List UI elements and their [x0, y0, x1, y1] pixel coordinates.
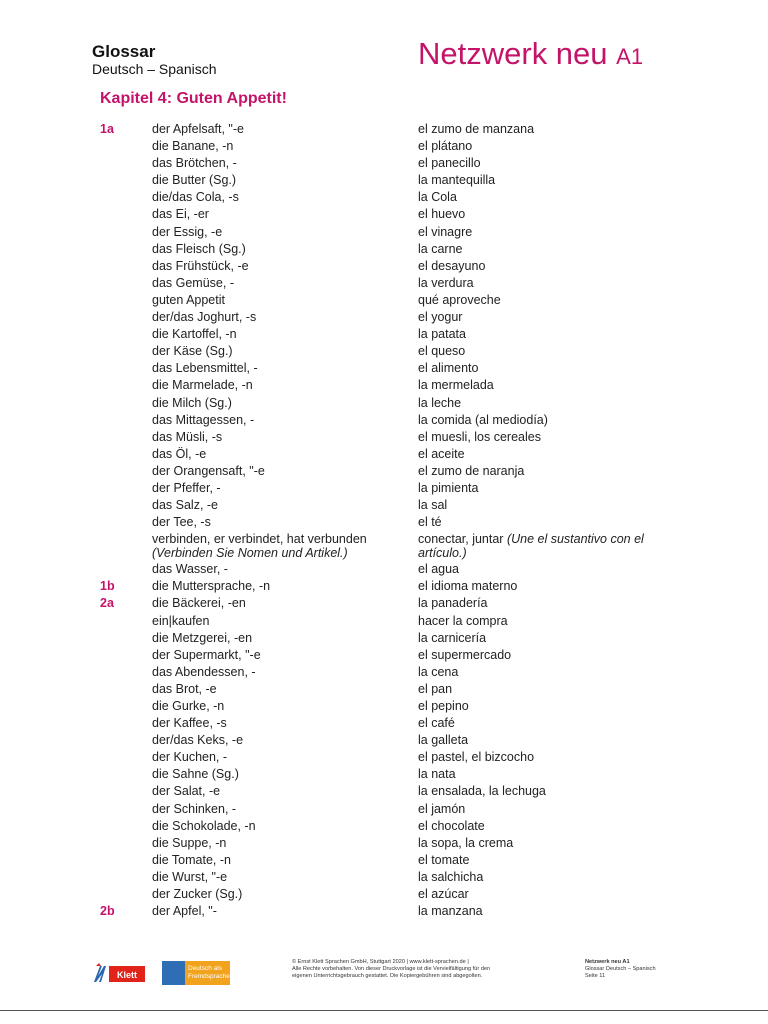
glossary-row: [0, 360, 768, 377]
german-term: der Essig, -e: [152, 224, 223, 239]
glossary-row: [0, 275, 768, 292]
german-term: der Salat, -e: [152, 784, 221, 799]
glossary-row: [0, 749, 768, 766]
german-term: die Wurst, "-e: [152, 869, 228, 884]
glossary-row: [0, 497, 768, 514]
german-term: die Bäckerei, -en: [152, 596, 246, 611]
german-term: das Frühstück, -e: [152, 258, 249, 273]
spanish-term: la mantequilla: [418, 173, 496, 188]
spanish-term: la ensalada, la lechuga: [418, 784, 546, 799]
german-term: die Suppe, -n: [152, 835, 227, 850]
german-term: das Öl, -e: [152, 446, 207, 461]
chapter-heading: Kapitel 4: Guten Appetit!: [100, 90, 287, 107]
german-term: der Apfelsaft, "-e: [152, 122, 244, 136]
glossary-row: [0, 292, 768, 309]
glossary-row: [0, 886, 768, 903]
spanish-term: la patata: [418, 327, 466, 342]
german-term: der Schinken, -: [152, 801, 237, 816]
spanish-term: [418, 533, 678, 560]
spanish-note: (Une el sustantivo con el artículo.): [418, 532, 644, 560]
glossary-row: [0, 480, 768, 497]
spanish-term: la comida (al mediodía): [418, 412, 548, 427]
spanish-term: el plátano: [418, 139, 473, 154]
german-term: das Wasser, -: [152, 562, 228, 577]
brand-title: [418, 36, 643, 72]
glossary-row: [0, 835, 768, 852]
german-term: die Kartoffel, -n: [152, 327, 237, 342]
spanish-term: la nata: [418, 767, 456, 782]
spanish-term: el muesli, los cereales: [418, 429, 541, 444]
glossary-row: [0, 224, 768, 241]
spanish-term: la verdura: [418, 275, 474, 290]
footer-page-info: [585, 959, 656, 980]
spanish-term: hacer la compra: [418, 613, 508, 628]
spanish-term: el pepino: [418, 699, 469, 713]
glossary-row: [0, 818, 768, 835]
german-term: der/das Keks, -e: [152, 733, 244, 748]
spanish-term: qué aproveche: [418, 292, 501, 307]
glossary-row: [0, 630, 768, 647]
german-term: ein|kaufen: [152, 613, 210, 628]
klett-logo-icon: [92, 962, 148, 984]
glossary-row: [0, 429, 768, 446]
copyright-line: eigenen Unterrichtsgebrauch gestattet. Die Kopiergebühren sind abgegolten.: [292, 973, 483, 979]
glossary-row: [0, 343, 768, 360]
spanish-term: la panadería: [418, 596, 488, 611]
glossary-row: [0, 395, 768, 412]
spanish-term: la galleta: [418, 733, 469, 748]
glossary-row: [0, 258, 768, 275]
glossary-row: [0, 578, 768, 595]
german-term: der Käse (Sg.): [152, 344, 233, 359]
section-number: 2a: [100, 596, 114, 611]
german-term: der Tee, -s: [152, 515, 211, 530]
glossary-row: [0, 189, 768, 206]
glossary-row: [0, 852, 768, 869]
spanish-term: el queso: [418, 344, 466, 359]
spanish-term: la sopa, la crema: [418, 835, 514, 850]
spanish-term: el aceite: [418, 446, 465, 461]
german-term: die Banane, -n: [152, 139, 234, 154]
spanish-term: el huevo: [418, 207, 466, 222]
spanish-term: la sal: [418, 498, 448, 513]
glossary-row: [0, 561, 768, 578]
section-number: 2b: [100, 904, 115, 919]
german-term: der Zucker (Sg.): [152, 887, 243, 902]
klett-logo: [92, 962, 148, 984]
glossary-row: [0, 801, 768, 818]
copyright-line: © Ernst Klett Sprachen GmbH, Stuttgart 2020 | www.klett-sprachen.de |: [292, 959, 469, 965]
german-term: die Metzgerei, -en: [152, 630, 253, 645]
section-number: 1b: [100, 579, 115, 594]
german-term: die Sahne (Sg.): [152, 767, 239, 782]
spanish-term: el yogur: [418, 310, 463, 325]
german-term: [152, 533, 367, 560]
copyright-line: Alle Rechte vorbehalten. Von dieser Druckvorlage ist die Vervielfältigung für den: [292, 966, 491, 972]
dfs-logo: [162, 961, 230, 985]
glossary-row: [0, 172, 768, 189]
german-term: das Müsli, -s: [152, 429, 223, 444]
klett-logo-text: Klett: [117, 970, 137, 980]
glossary-row: [0, 613, 768, 630]
spanish-term: la carnicería: [418, 630, 487, 645]
glossary-row: [0, 121, 768, 138]
glossary-row: [0, 647, 768, 664]
spanish-term: el zumo de manzana: [418, 122, 535, 136]
german-term: der Kuchen, -: [152, 750, 228, 765]
german-term: guten Appetit: [152, 292, 225, 307]
spanish-term: la cena: [418, 664, 459, 679]
glossary-row: [0, 595, 768, 612]
glossary-row: [0, 766, 768, 783]
german-term: das Ei, -er: [152, 207, 209, 222]
glossary-row: [0, 531, 768, 561]
german-term: der/das Joghurt, -s: [152, 310, 257, 325]
spanish-term: el tomate: [418, 852, 470, 867]
spanish-term: la leche: [418, 395, 462, 410]
german-term: das Fleisch (Sg.): [152, 241, 246, 256]
german-term-text: verbinden, er verbindet, hat verbunden: [152, 532, 367, 547]
glossary-row: [0, 903, 768, 920]
spanish-term: el chocolate: [418, 818, 485, 833]
german-term: das Gemüse, -: [152, 275, 234, 290]
german-term: die Muttersprache, -n: [152, 579, 271, 594]
glossary-row: [0, 869, 768, 886]
german-term: der Apfel, "-: [152, 904, 217, 919]
german-term: das Mittagessen, -: [152, 412, 255, 427]
german-term: die Marmelade, -n: [152, 378, 253, 393]
glossary-row: [0, 138, 768, 155]
spanish-term: el té: [418, 515, 442, 530]
german-term: das Brötchen, -: [152, 156, 237, 171]
german-term: die Schokolade, -n: [152, 818, 256, 833]
glossary-row: [0, 206, 768, 223]
german-term: die Milch (Sg.): [152, 395, 232, 410]
glossary-row: [0, 698, 768, 715]
spanish-term: el alimento: [418, 361, 479, 376]
footer-glossary-label: Glossar Deutsch – Spanisch: [585, 966, 656, 972]
glossary-row: [0, 463, 768, 480]
glossary-row: [0, 326, 768, 343]
spanish-term: el café: [418, 716, 455, 731]
spanish-term: el vinagre: [418, 224, 473, 239]
spanish-term: la manzana: [418, 904, 483, 919]
glossary-row: [0, 155, 768, 172]
glossary-subtitle: Deutsch – Spanisch: [92, 61, 217, 77]
spanish-term: el desayuno: [418, 258, 486, 273]
german-term: die/das Cola, -s: [152, 190, 239, 205]
glossary-row: [0, 732, 768, 749]
footer-book-title: Netzwerk neu A1: [585, 959, 630, 965]
spanish-term: el azúcar: [418, 887, 469, 902]
copyright-notice: [292, 959, 542, 980]
german-note: (Verbinden Sie Nomen und Artikel.): [152, 545, 348, 560]
glossary-title: Glossar: [92, 42, 156, 61]
glossary-row: [0, 309, 768, 326]
brand-main: Netzwerk neu: [418, 36, 608, 71]
footer-divider: [0, 1010, 768, 1011]
german-term: das Salz, -e: [152, 498, 219, 513]
spanish-term: el panecillo: [418, 156, 481, 171]
spanish-term: la mermelada: [418, 378, 494, 393]
spanish-term-text: conectar, juntar: [418, 532, 504, 547]
spanish-term: la carne: [418, 241, 463, 256]
section-number: 1a: [100, 122, 114, 136]
glossary-row: [0, 715, 768, 732]
spanish-term: el agua: [418, 562, 460, 577]
spanish-term: el jamón: [418, 801, 466, 816]
german-term: die Tomate, -n: [152, 852, 231, 867]
german-term: die Gurke, -n: [152, 699, 225, 713]
german-term: der Supermarkt, "-e: [152, 647, 261, 662]
german-term: das Abendessen, -: [152, 664, 256, 679]
footer-page-number: Seite 11: [585, 973, 606, 979]
german-term: der Kaffee, -s: [152, 716, 227, 731]
spanish-term: el supermercado: [418, 647, 512, 662]
glossary-row: [0, 514, 768, 531]
german-term: die Butter (Sg.): [152, 173, 237, 188]
dfs-logo-line2: Fremdsprache: [188, 973, 230, 980]
german-term: das Brot, -e: [152, 681, 217, 696]
german-term: der Pfeffer, -: [152, 480, 221, 495]
glossary-row: [0, 664, 768, 681]
spanish-term: el pan: [418, 681, 453, 696]
spanish-term: la pimienta: [418, 480, 479, 495]
spanish-term: el pastel, el bizcocho: [418, 750, 535, 765]
dfs-logo-line1: Deutsch als: [188, 965, 222, 972]
glossary-row: [0, 241, 768, 258]
spanish-term: la salchicha: [418, 869, 484, 884]
glossary-row: [0, 377, 768, 394]
spanish-term: la Cola: [418, 190, 457, 205]
brand-level: A1: [616, 44, 644, 69]
glossary-row: [0, 783, 768, 800]
glossary-row: [0, 681, 768, 698]
spanish-term: el idioma materno: [418, 579, 518, 594]
spanish-term: el zumo de naranja: [418, 463, 525, 478]
glossary-row: [0, 446, 768, 463]
german-term: das Lebensmittel, -: [152, 361, 258, 376]
german-term: der Orangensaft, "-e: [152, 463, 265, 478]
glossary-row: [0, 412, 768, 429]
glossary-list: [0, 121, 768, 920]
